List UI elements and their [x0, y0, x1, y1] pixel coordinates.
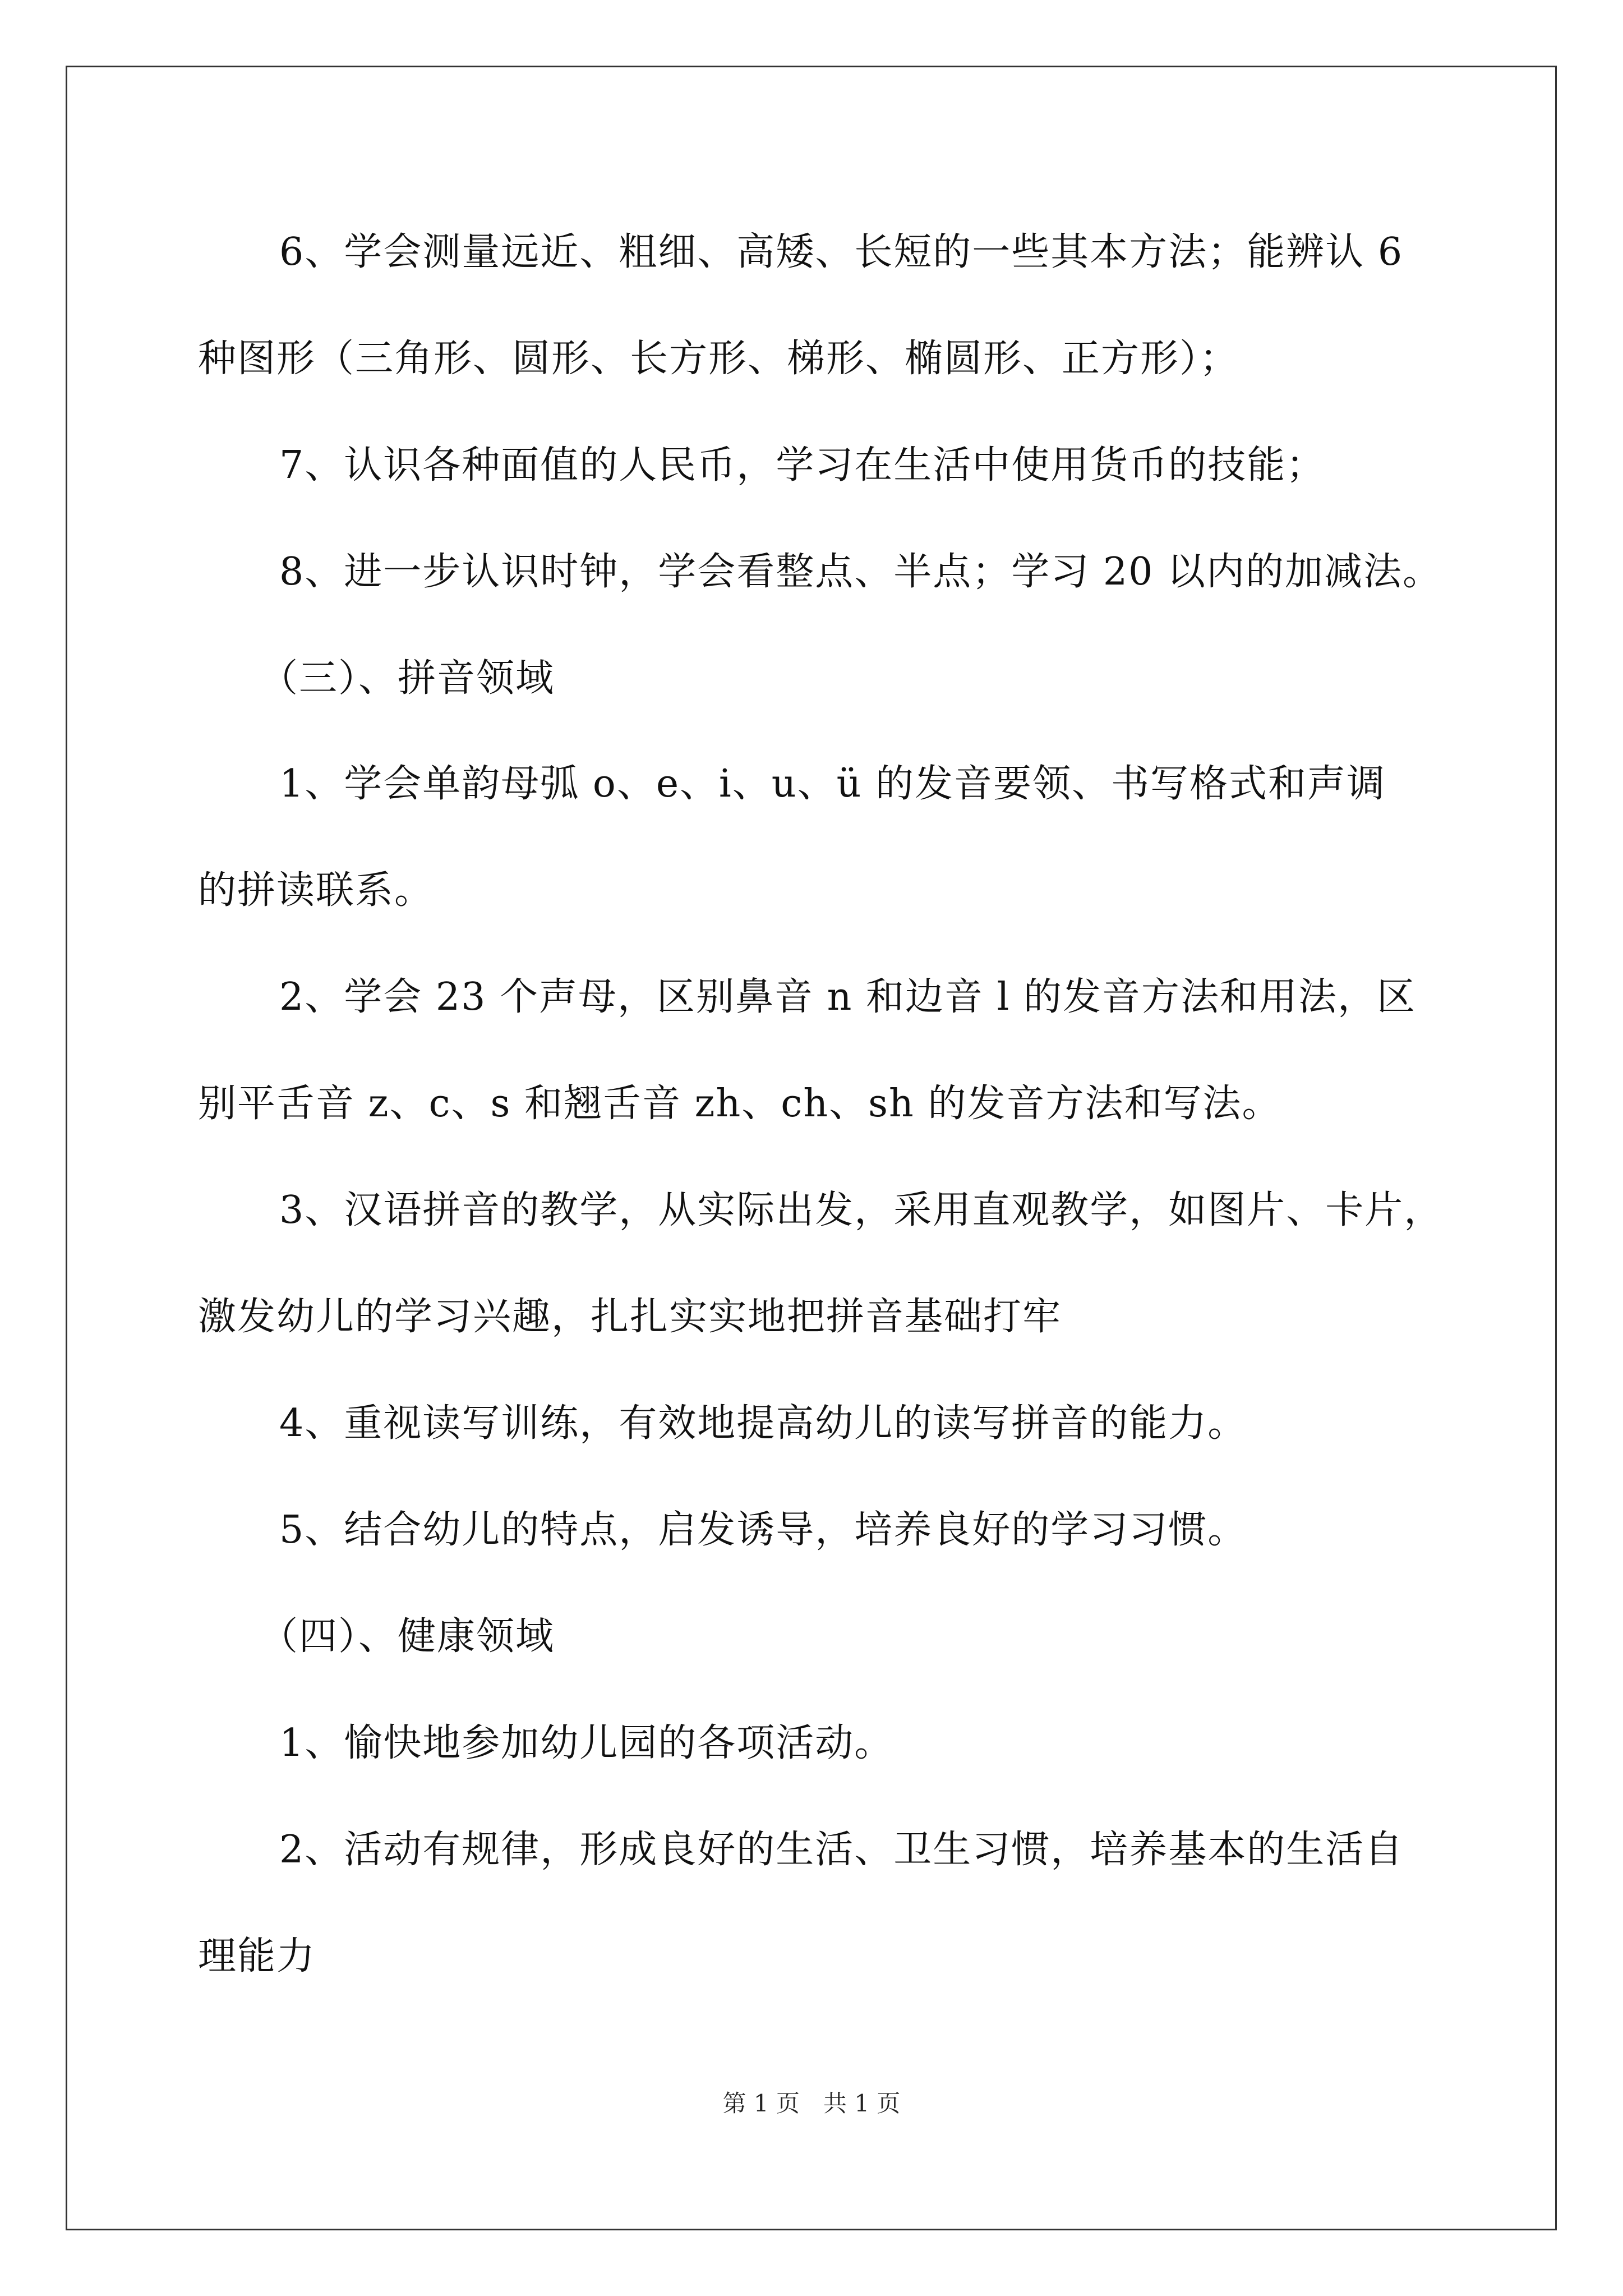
paragraph-line: 7、认识各种面值的人民币，学习在生活中使用货币的技能；: [279, 443, 1326, 487]
paragraph-line: 3、汉语拼音的教学，从实际出发，采用直观教学，如图片、卡片，: [279, 1188, 1444, 1232]
paragraph-line: 2、活动有规律，形成良好的生活、卫生习惯，培养基本的生活自: [279, 1828, 1404, 1872]
paragraph-line: 1、学会单韵母弧 o、e、i、u、ü 的发音要领、书写格式和声调: [279, 762, 1386, 806]
paragraph-line: 2、学会 23 个声母，区别鼻音 n 和边音 l 的发音方法和用法，区: [279, 975, 1417, 1019]
page-border: [66, 66, 1557, 2230]
paragraph-line: 种图形（三角形、圆形、长方形、梯形、椭圆形、正方形）；: [198, 337, 1239, 381]
paragraph-line: 的拼读联系。: [198, 868, 434, 913]
paragraph-line: 4、重视读写训练，有效地提高幼儿的读写拼音的能力。: [279, 1401, 1247, 1446]
paragraph-line: 8、进一步认识时钟，学会看整点、半点；学习 20 以内的加减法。: [279, 550, 1442, 594]
paragraph-line: 激发幼儿的学习兴趣，扎扎实实地把拼音基础打牢: [198, 1295, 1062, 1339]
paragraph-line: 1、愉快地参加幼儿园的各项活动。: [279, 1721, 894, 1765]
paragraph-line: 别平舌音 z、c、s 和翘舌音 zh、ch、sh 的发音方法和写法。: [198, 1082, 1281, 1126]
section-heading: （四）、健康领域: [260, 1614, 555, 1659]
paragraph-line: 5、结合幼儿的特点，启发诱导，培养良好的学习习惯。: [279, 1508, 1247, 1552]
paragraph-line: 理能力: [198, 1934, 316, 1978]
paragraph-line: 6、学会测量远近、粗细、高矮、长短的一些其本方法；能辨认 6: [279, 230, 1404, 274]
page-footer: 第 1 页 共 1 页: [722, 2090, 901, 2117]
section-heading: （三）、拼音领域: [260, 656, 555, 701]
